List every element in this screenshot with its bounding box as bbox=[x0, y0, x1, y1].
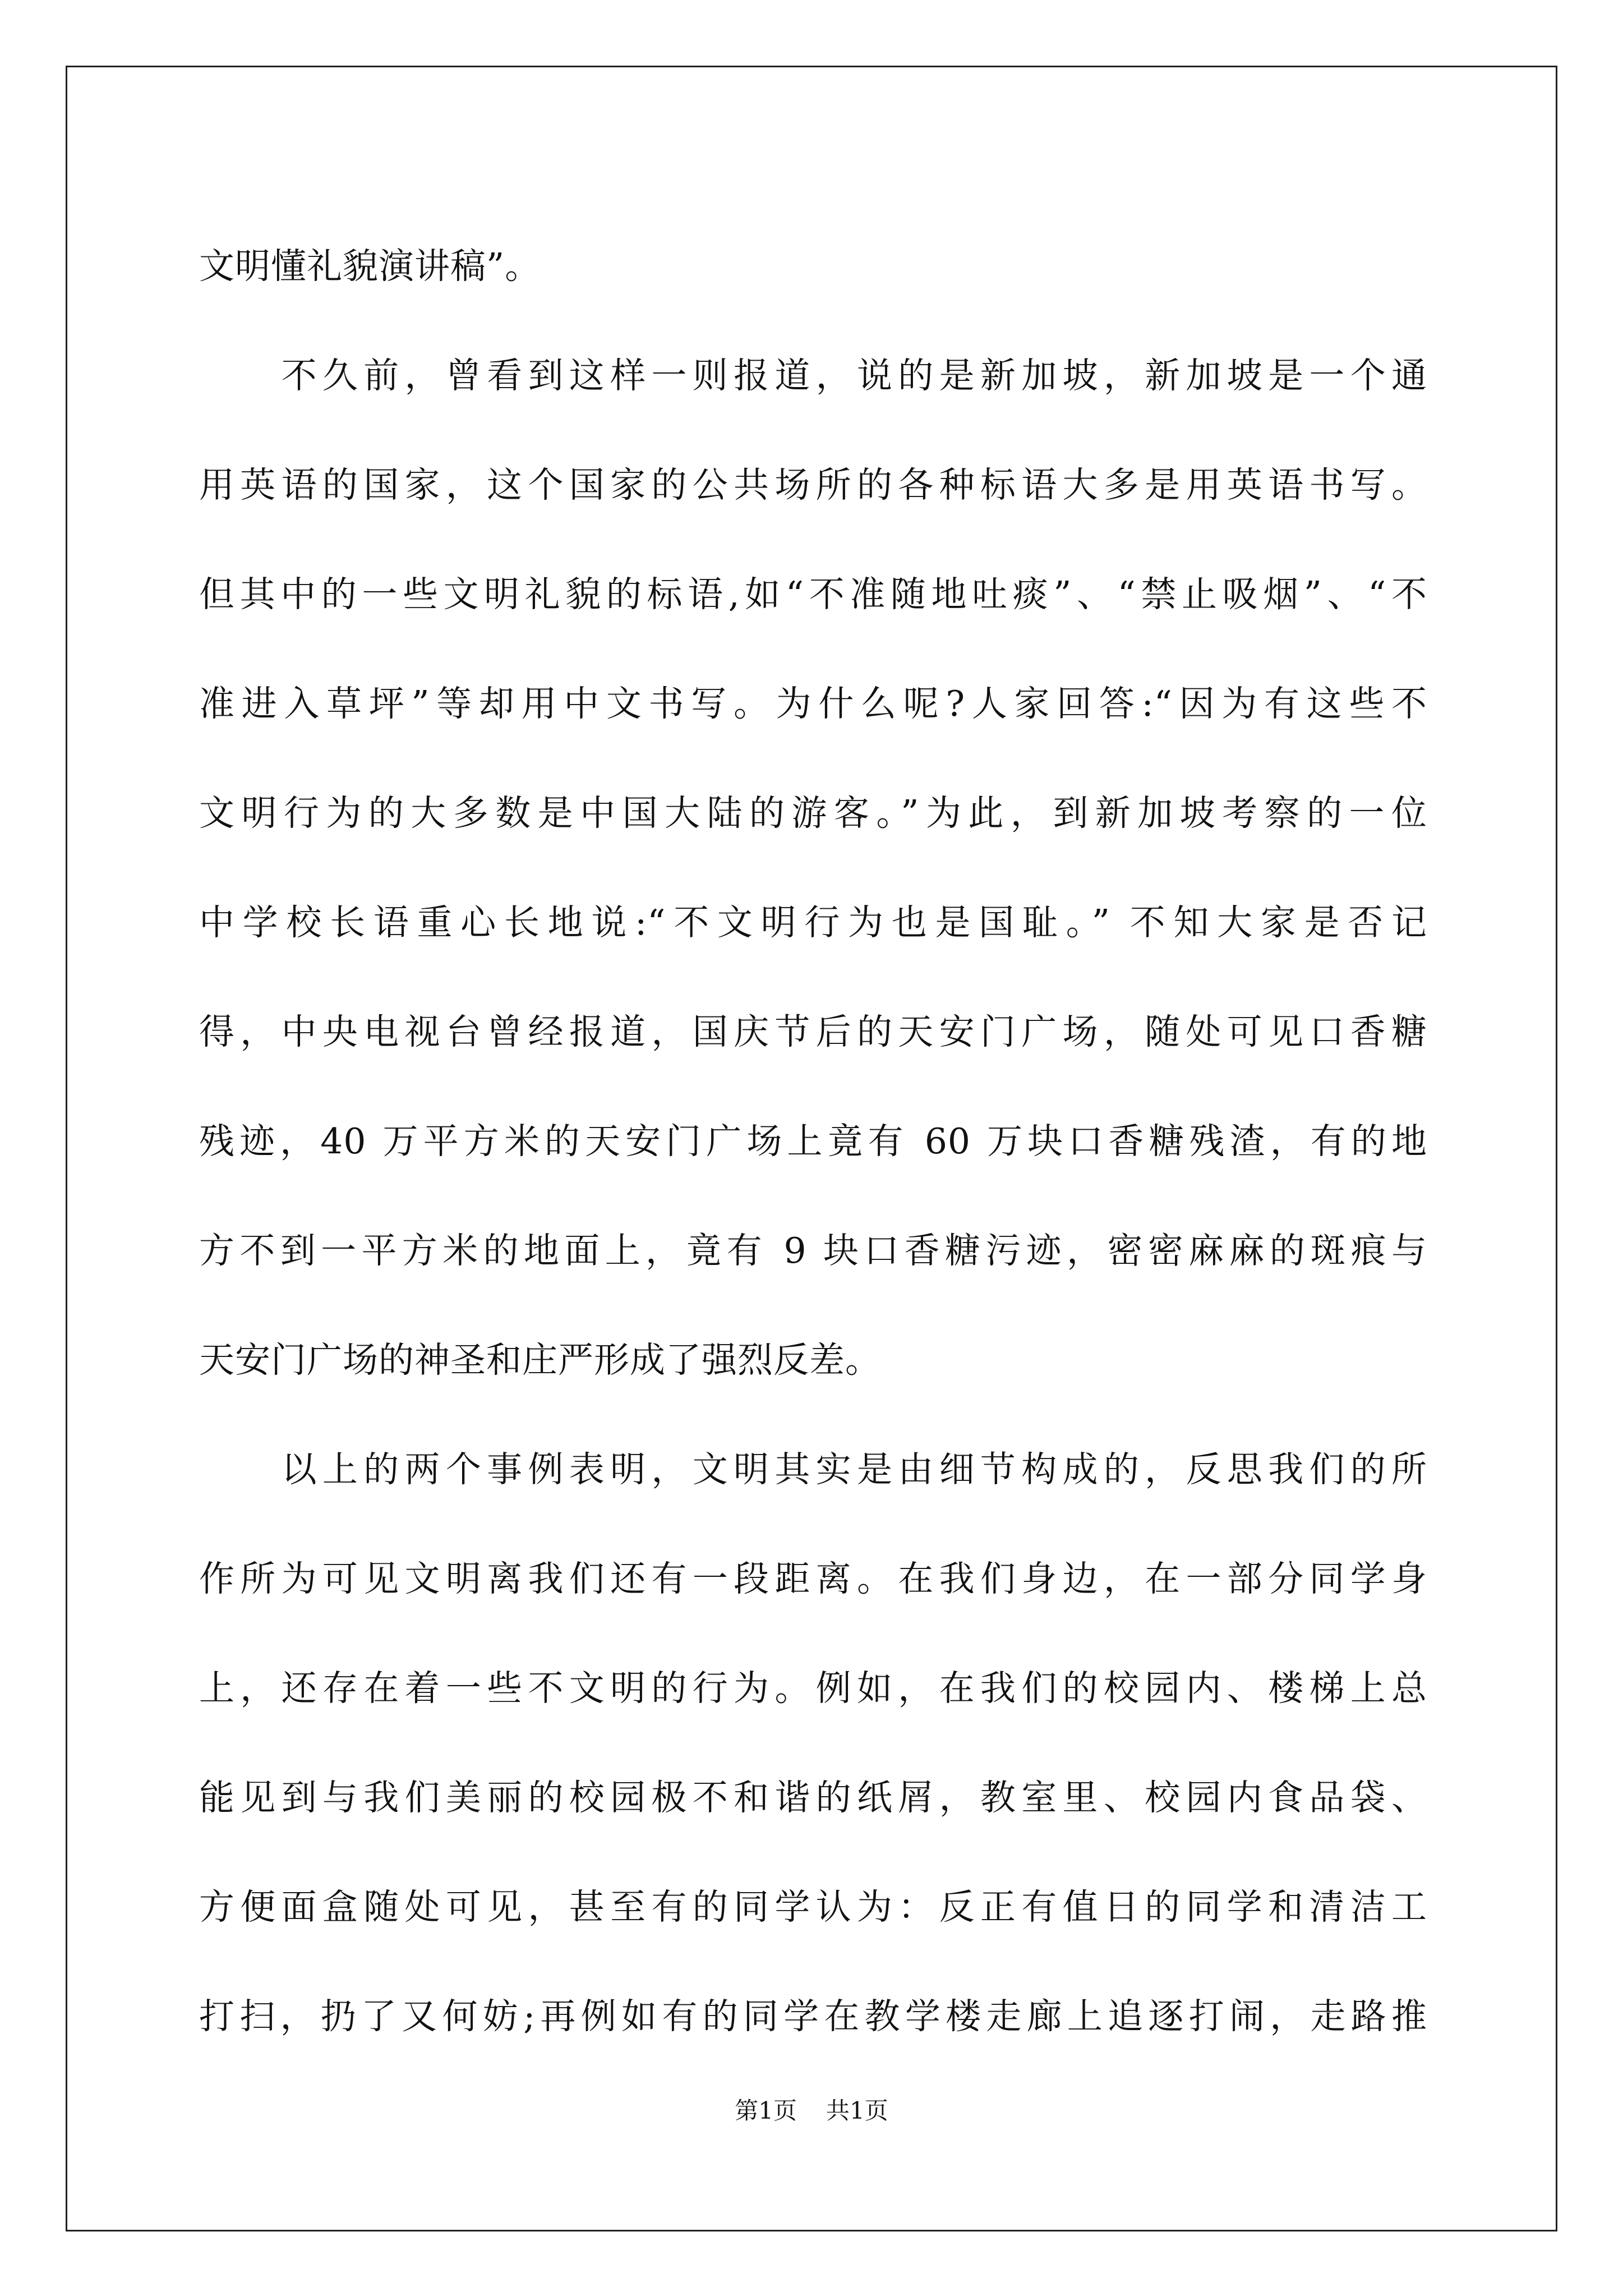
text-line: 以上的两个事例表明，文明其实是由细节构成的，反思我们的所 bbox=[199, 1449, 1427, 1490]
page-number: 第1页 bbox=[735, 2097, 797, 2124]
text-line: 用英语的国家，这个国家的公共场所的各种标语大多是用英语书写。 bbox=[199, 464, 1427, 505]
text-line: 中学校长语重心长地说:“不文明行为也是国耻。” 不知大家是否记 bbox=[199, 902, 1427, 943]
page-footer bbox=[0, 2094, 1623, 2128]
text-line: 文明行为的大多数是中国大陆的游客。”为此，到新加坡考察的一位 bbox=[199, 793, 1427, 834]
page-total: 共1页 bbox=[826, 2097, 888, 2124]
text-line: 能见到与我们美丽的校园极不和谐的纸屑，教室里、校园内食品袋、 bbox=[199, 1777, 1427, 1818]
text-line: 准进入草坪”等却用中文书写。为什么呢?人家回答:“因为有这些不 bbox=[199, 683, 1427, 724]
text-line: 方便面盒随处可见，甚至有的同学认为：反正有值日的同学和清洁工 bbox=[199, 1887, 1427, 1927]
text-line: 不久前，曾看到这样一则报道，说的是新加坡，新加坡是一个通 bbox=[199, 355, 1427, 396]
text-line: 上，还存在着一些不文明的行为。例如，在我们的校园内、楼梯上总 bbox=[199, 1668, 1427, 1709]
text-line: 得，中央电视台曾经报道，国庆节后的天安门广场，随处可见口香糖 bbox=[199, 1011, 1427, 1052]
text-line: 作所为可见文明离我们还有一段距离。在我们身边，在一部分同学身 bbox=[199, 1558, 1427, 1599]
text-line: 天安门广场的神圣和庄严形成了强烈反差。 bbox=[199, 1340, 881, 1381]
text-line: 文明懂礼貌演讲稿”。 bbox=[199, 246, 541, 287]
text-line: 残迹，40 万平方米的天安门广场上竟有 60 万块口香糖残渣，有的地 bbox=[199, 1121, 1427, 1162]
text-line: 方不到一平方米的地面上，竟有 9 块口香糖污迹，密密麻麻的斑痕与 bbox=[199, 1230, 1427, 1271]
text-line: 打扫，扔了又何妨;再例如有的同学在教学楼走廊上追逐打闹，走路推 bbox=[199, 1996, 1427, 2037]
text-line: 但其中的一些文明礼貌的标语,如“不准随地吐痰”、“禁止吸烟”、“不 bbox=[199, 574, 1427, 615]
document-body bbox=[199, 211, 1427, 2071]
